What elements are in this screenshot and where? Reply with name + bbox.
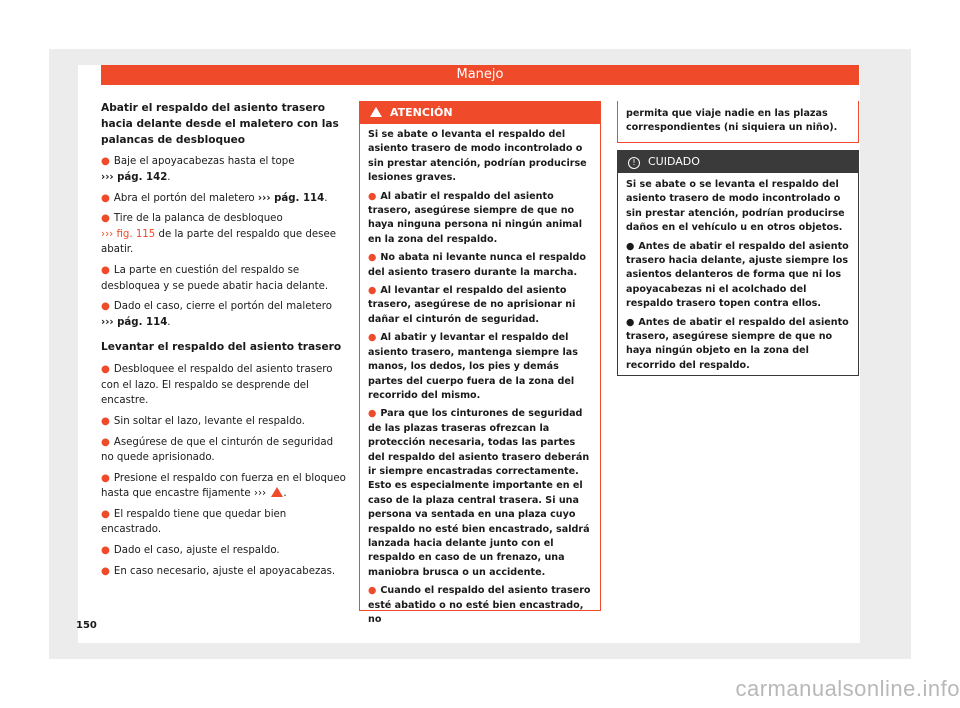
step: ● En caso necesario, ajuste el apoyacabezas. xyxy=(101,565,336,577)
attention-continuation: permita que viaje nadie en las plazas correspondientes (ni siquiera un niño). xyxy=(617,101,859,143)
bullet-icon: ● xyxy=(101,472,110,484)
step: ● La parte en cuestión del respaldo se desbloquea y se puede abatir hacia delante. xyxy=(101,264,329,292)
bullet-icon: ● xyxy=(101,415,110,427)
attention-item: ● Para que los cinturones de seguridad de las plazas traseras ofrezcan la protección necesaria, todas las partes del respaldo del asiento trasero deberán ir siempre encastradas correctamente. Esto es especialmente importante en el caso de la plaza central trasera. Si una persona va sentada en una plaza cuyo respaldo no esté bien encastrado, saldrá lanzada hacia delante junto con el respaldo en caso de un frenazo, una maniobra brusca o un accidente. xyxy=(368,408,590,578)
bullet-icon: ● xyxy=(368,408,377,420)
attention-item: ● No abata ni levante nunca el respaldo del asiento trasero durante la marcha. xyxy=(368,252,586,278)
bullet-icon: ● xyxy=(368,252,377,264)
page-ref[interactable]: ››› pág. 114 xyxy=(101,316,168,328)
step: ● El respaldo tiene que quedar bien encastrado. xyxy=(101,508,287,536)
attention-item: ● Al levantar el respaldo del asiento trasero, asegúrese de no aprisionar ni dañar el cinturón de seguridad. xyxy=(368,285,576,325)
step: ● Asegúrese de que el cinturón de seguridad no quede aprisionado. xyxy=(101,436,334,464)
bullet-icon: ● xyxy=(626,316,635,328)
caution-box xyxy=(617,150,859,376)
caution-intro: Si se abate o se levanta el respaldo del asiento trasero de modo incontrolado o sin prestar atención, podrían producirse daños en el vehículo u en otros objetos. xyxy=(626,179,845,234)
bullet-icon: ● xyxy=(101,301,110,313)
warning-triangle-icon[interactable] xyxy=(271,487,283,497)
step: ● Dado el caso, ajuste el respaldo. xyxy=(101,545,280,557)
bullet-icon: ● xyxy=(101,264,110,276)
step: ● Abra el portón del maletero ››› pág. 114. xyxy=(101,192,328,204)
bullet-icon: ● xyxy=(101,192,110,204)
step: ● Presione el respaldo con fuerza en el bloqueo hasta que encastre fijamente ››› . xyxy=(101,472,346,500)
step: ● Dado el caso, cierre el portón del maletero ››› pág. 114. xyxy=(101,301,332,328)
bullet-icon: ● xyxy=(101,364,110,376)
bullet-icon: ● xyxy=(101,436,110,448)
attention-content xyxy=(360,124,600,635)
step: ● Desbloquee el respaldo del asiento trasero con el lazo. El respaldo se desprende del encastre. xyxy=(101,364,333,407)
info-circle-icon: ! xyxy=(628,157,640,169)
figure-ref[interactable]: ››› fig. 115 xyxy=(101,228,156,240)
step: ● Tire de la palanca de desbloqueo ››› fig. 115 de la parte del respaldo que desee abatir. xyxy=(101,213,337,256)
bullet-icon: ● xyxy=(101,213,110,225)
bullet-icon: ● xyxy=(368,190,377,202)
attention-header: ATENCIÓN xyxy=(360,102,600,124)
attention-item: ● Al abatir el respaldo del asiento trasero, asegúrese siempre de que no haya ninguna persona ni ningún animal en la zona del respaldo. xyxy=(368,190,583,245)
warning-triangle-icon xyxy=(370,107,382,117)
bullet-icon: ● xyxy=(368,332,377,344)
attention-intro: Si se abate o levanta el respaldo del asiento trasero de modo incontrolado o sin prestar atención, podrían producirse lesiones graves. xyxy=(368,129,587,184)
bullet-icon: ● xyxy=(101,156,110,168)
caution-item: ● Antes de abatir el respaldo del asiento trasero, asegúrese siempre de que no haya ningún objeto en la zona del recorrido del respaldo. xyxy=(626,316,849,371)
bullet-icon: ● xyxy=(101,508,110,520)
bullet-icon: ● xyxy=(101,565,110,577)
step: ● Sin soltar el lazo, levante el respaldo. xyxy=(101,415,305,427)
attention-box xyxy=(359,101,601,625)
caution-item: ● Antes de abatir el respaldo del asiento trasero hacia delante, ajuste siempre los asientos delanteros de forma que ni los apoyacabezas ni el acolchado del respaldo trasero topen contra ellos. xyxy=(626,240,849,310)
bullet-icon: ● xyxy=(626,240,635,252)
watermark: carmanualsonline.info xyxy=(735,676,960,701)
step: ● Baje el apoyacabezas hasta el tope ››› pág. 142. xyxy=(101,156,295,183)
caution-header: ! CUIDADO xyxy=(618,151,858,173)
left-column xyxy=(101,101,347,584)
page-ref[interactable]: ››› pág. 114 xyxy=(257,192,325,204)
attention-item: ● Cuando el respaldo del asiento trasero esté abatido o no esté bien encastrado, no xyxy=(368,585,591,625)
page-number: 150 xyxy=(76,620,97,631)
right-column xyxy=(617,101,859,143)
bullet-icon: ● xyxy=(101,545,110,557)
heading-levantar: Levantar el respaldo del asiento trasero xyxy=(101,341,342,354)
section-header: Manejo xyxy=(101,65,859,85)
heading-abatir: Abatir el respaldo del asiento trasero hacia delante desde el maletero con las palancas de desbloqueo xyxy=(101,102,339,146)
caution-content xyxy=(618,173,858,382)
page-ref[interactable]: ››› pág. 142 xyxy=(101,171,168,183)
attention-item: ● Al abatir y levantar el respaldo del asiento trasero, mantenga siempre las manos, los dedos, los pies y demás partes del cuerpo fuera de la zona del recorrido del mismo. xyxy=(368,332,578,401)
bullet-icon: ● xyxy=(368,585,377,597)
bullet-icon: ● xyxy=(368,285,377,297)
